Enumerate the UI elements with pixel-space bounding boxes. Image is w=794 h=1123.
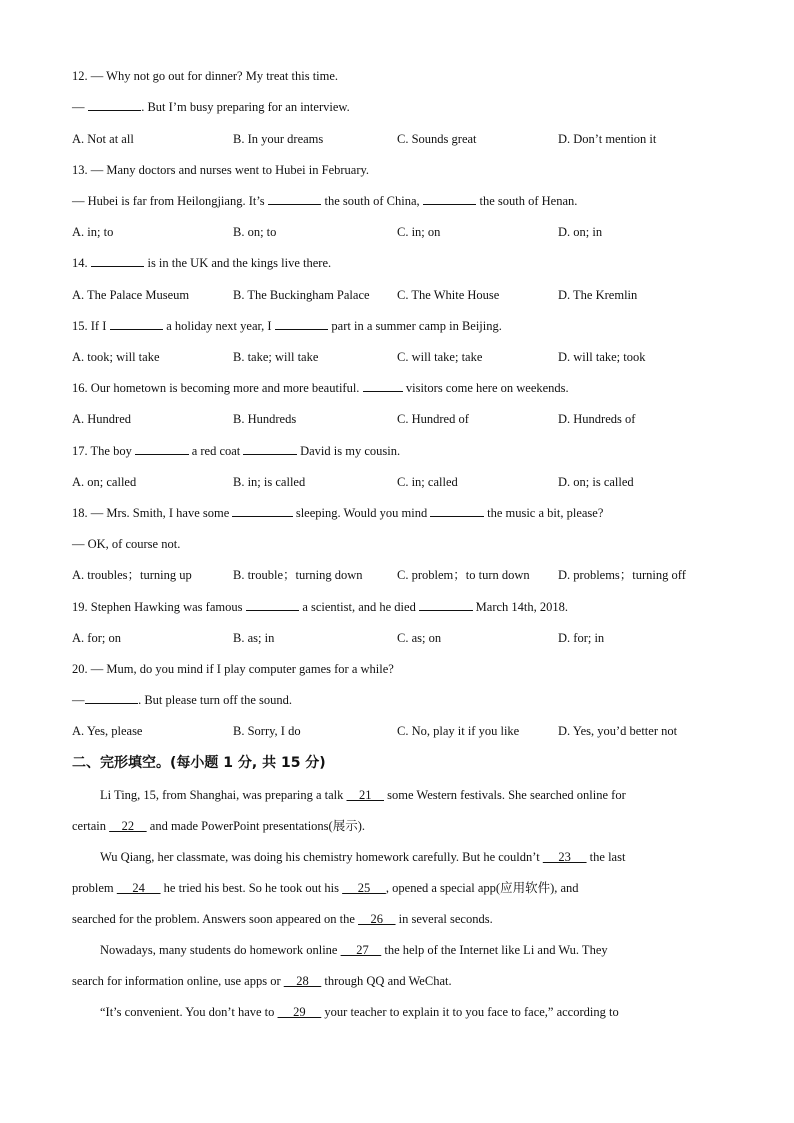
passage-line-6 [100, 942, 608, 958]
answer-blank[interactable] [246, 599, 300, 611]
option-a[interactable]: A. Hundred [72, 412, 132, 426]
option-b[interactable]: B. Sorry, I do [233, 724, 301, 738]
option-c[interactable]: C. in; on [397, 225, 441, 239]
answer-blank[interactable] [275, 318, 329, 330]
answer-blank[interactable] [85, 692, 139, 704]
passage-text: the last [586, 850, 626, 864]
answer-blank[interactable] [419, 599, 473, 611]
passage-line-2 [72, 818, 365, 834]
cloze-blank-27[interactable]: 27 [340, 943, 382, 957]
option-a[interactable]: A. for; on [72, 631, 121, 645]
passage-text: problem [72, 881, 117, 895]
question-18-stem-reply [72, 536, 180, 552]
passage-line-7 [72, 973, 452, 989]
passage-text: searched for the problem. Answers soon appeared on the [72, 912, 359, 926]
answer-blank[interactable] [110, 318, 164, 330]
stem-text: part in a summer camp in Beijing. [328, 319, 502, 333]
stem-text: the music a bit, please? [483, 506, 604, 520]
option-c[interactable]: C. Hundred of [397, 412, 469, 426]
stem-text: David is my cousin. [296, 444, 401, 458]
stem-text: a holiday next year, I [163, 319, 275, 333]
stem-text: 16. Our hometown is becoming more and more beautiful. [72, 381, 363, 395]
question-20-stem [72, 661, 394, 677]
cloze-blank-28[interactable]: 28 [283, 974, 322, 988]
stem-text: a red coat [188, 444, 244, 458]
stem-text: 14. [72, 256, 91, 270]
option-b[interactable]: B. on; to [233, 225, 277, 239]
stem-text: — [72, 693, 85, 707]
stem-text: 17. The boy [72, 444, 135, 458]
passage-text: Wu Qiang, her classmate, was doing his chemistry homework carefully. But he couldn’t [100, 850, 543, 864]
stem-text: 20. — Mum, do you mind if I play computer games for a while? [72, 662, 394, 676]
passage-line-3 [100, 849, 625, 865]
option-d[interactable]: D. Yes, you’d better not [558, 724, 678, 738]
passage-text: in several seconds. [395, 912, 493, 926]
question-17-stem [72, 443, 400, 459]
answer-blank[interactable] [243, 443, 297, 455]
option-d[interactable]: D. problems；turning off [558, 568, 686, 582]
answer-blank[interactable] [232, 505, 292, 517]
stem-text: March 14th, 2018. [472, 600, 569, 614]
question-12-stem-reply [72, 99, 350, 115]
question-18-stem [72, 505, 603, 521]
stem-text: the south of Henan. [476, 194, 578, 208]
answer-blank[interactable] [423, 193, 477, 205]
stem-text: a scientist, and he died [299, 600, 419, 614]
option-a[interactable]: A. took; will take [72, 350, 160, 364]
stem-text: 12. — Why not go out for dinner? My treat this time. [72, 69, 339, 83]
option-b[interactable]: B. The Buckingham Palace [233, 288, 370, 302]
option-a[interactable]: A. troubles；turning up [72, 568, 192, 582]
passage-text: , opened a special app(应用软件), and [385, 881, 579, 895]
option-c[interactable]: C. The White House [397, 288, 500, 302]
option-b[interactable]: B. trouble；turning down [233, 568, 363, 582]
stem-text: is in the UK and the kings live there. [144, 256, 332, 270]
answer-blank[interactable] [88, 99, 142, 111]
passage-line-1 [100, 787, 626, 803]
question-12-stem [72, 68, 338, 84]
option-b[interactable]: B. Hundreds [233, 412, 297, 426]
option-d[interactable]: D. will take; took [558, 350, 646, 364]
question-20-stem-reply [72, 692, 292, 708]
cloze-blank-26[interactable]: 26 [358, 912, 396, 926]
passage-text: your teacher to explain it to you face to face,” according to [321, 1005, 619, 1019]
stem-text: visitors come here on weekends. [402, 381, 569, 395]
passage-line-5 [72, 911, 493, 927]
answer-blank[interactable] [91, 255, 145, 267]
passage-text: the help of the Internet like Li and Wu. They [381, 943, 608, 957]
answer-blank[interactable] [135, 443, 189, 455]
option-d[interactable]: D. Don’t mention it [558, 132, 657, 146]
option-d[interactable]: D. Hundreds of [558, 412, 636, 426]
cloze-blank-23[interactable]: 23 [542, 850, 587, 864]
option-a[interactable]: A. in; to [72, 225, 114, 239]
question-13-stem-reply [72, 193, 577, 209]
option-b[interactable]: B. as; in [233, 631, 275, 645]
option-b[interactable]: B. take; will take [233, 350, 319, 364]
option-a[interactable]: A. on; called [72, 475, 137, 489]
stem-text: — [72, 100, 88, 114]
answer-blank[interactable] [430, 505, 484, 517]
stem-text: — Hubei is far from Heilongjiang. It’s [72, 194, 268, 208]
question-19-stem [72, 599, 568, 615]
cloze-blank-24[interactable]: 24 [116, 881, 161, 895]
section-heading: 二、完形填空。(每小题 1 分, 共 15 分) [72, 755, 326, 771]
answer-blank[interactable] [268, 193, 322, 205]
stem-text: sleeping. Would you mind [292, 506, 431, 520]
cloze-blank-29[interactable]: 29 [277, 1005, 322, 1019]
option-d[interactable]: D. for; in [558, 631, 605, 645]
cloze-blank-21[interactable]: 21 [346, 788, 384, 802]
option-a[interactable]: A. Not at all [72, 132, 134, 146]
option-d[interactable]: D. on; in [558, 225, 603, 239]
option-c[interactable]: C. will take; take [397, 350, 483, 364]
question-15-stem [72, 318, 502, 334]
passage-text: “It’s convenient. You don’t have to [100, 1005, 278, 1019]
passage-text: Nowadays, many students do homework online [100, 943, 341, 957]
option-d[interactable]: D. on; is called [558, 475, 634, 489]
option-d[interactable]: D. The Kremlin [558, 288, 638, 302]
passage-line-8 [100, 1004, 619, 1020]
option-c[interactable]: C. problem；to turn down [397, 568, 530, 582]
stem-text: the south of China, [321, 194, 423, 208]
option-b[interactable]: B. in; is called [233, 475, 306, 489]
option-c[interactable]: C. as; on [397, 631, 442, 645]
option-b[interactable]: B. In your dreams [233, 132, 324, 146]
passage-text: certain [72, 819, 110, 833]
stem-text: . But I’m busy preparing for an interview. [141, 100, 350, 114]
cloze-blank-22[interactable]: 22 [109, 819, 147, 833]
stem-text: 13. — Many doctors and nurses went to Hubei in February. [72, 163, 370, 177]
stem-text: . But please turn off the sound. [138, 693, 293, 707]
stem-text: — OK, of course not. [72, 537, 181, 551]
passage-text: and made PowerPoint presentations(展示). [146, 819, 366, 833]
stem-text: 15. If I [72, 319, 110, 333]
passage-text: through QQ and WeChat. [321, 974, 452, 988]
question-14-stem [72, 255, 331, 271]
passage-text: Li Ting, 15, from Shanghai, was preparing a talk [100, 788, 347, 802]
passage-text: he tried his best. So he took out his [160, 881, 343, 895]
question-13-stem [72, 162, 369, 178]
passage-text: search for information online, use apps or [72, 974, 284, 988]
question-16-stem [72, 380, 569, 396]
option-c[interactable]: C. in; called [397, 475, 458, 489]
stem-text: 19. Stephen Hawking was famous [72, 600, 246, 614]
option-c[interactable]: C. Sounds great [397, 132, 477, 146]
option-a[interactable]: A. The Palace Museum [72, 288, 190, 302]
stem-text: 18. — Mrs. Smith, I have some [72, 506, 233, 520]
cloze-blank-25[interactable]: 25 [342, 881, 386, 895]
option-a[interactable]: A. Yes, please [72, 724, 143, 738]
option-c[interactable]: C. No, play it if you like [397, 724, 520, 738]
answer-blank[interactable] [363, 380, 403, 392]
passage-line-4 [72, 880, 579, 896]
passage-text: some Western festivals. She searched online for [384, 788, 626, 802]
